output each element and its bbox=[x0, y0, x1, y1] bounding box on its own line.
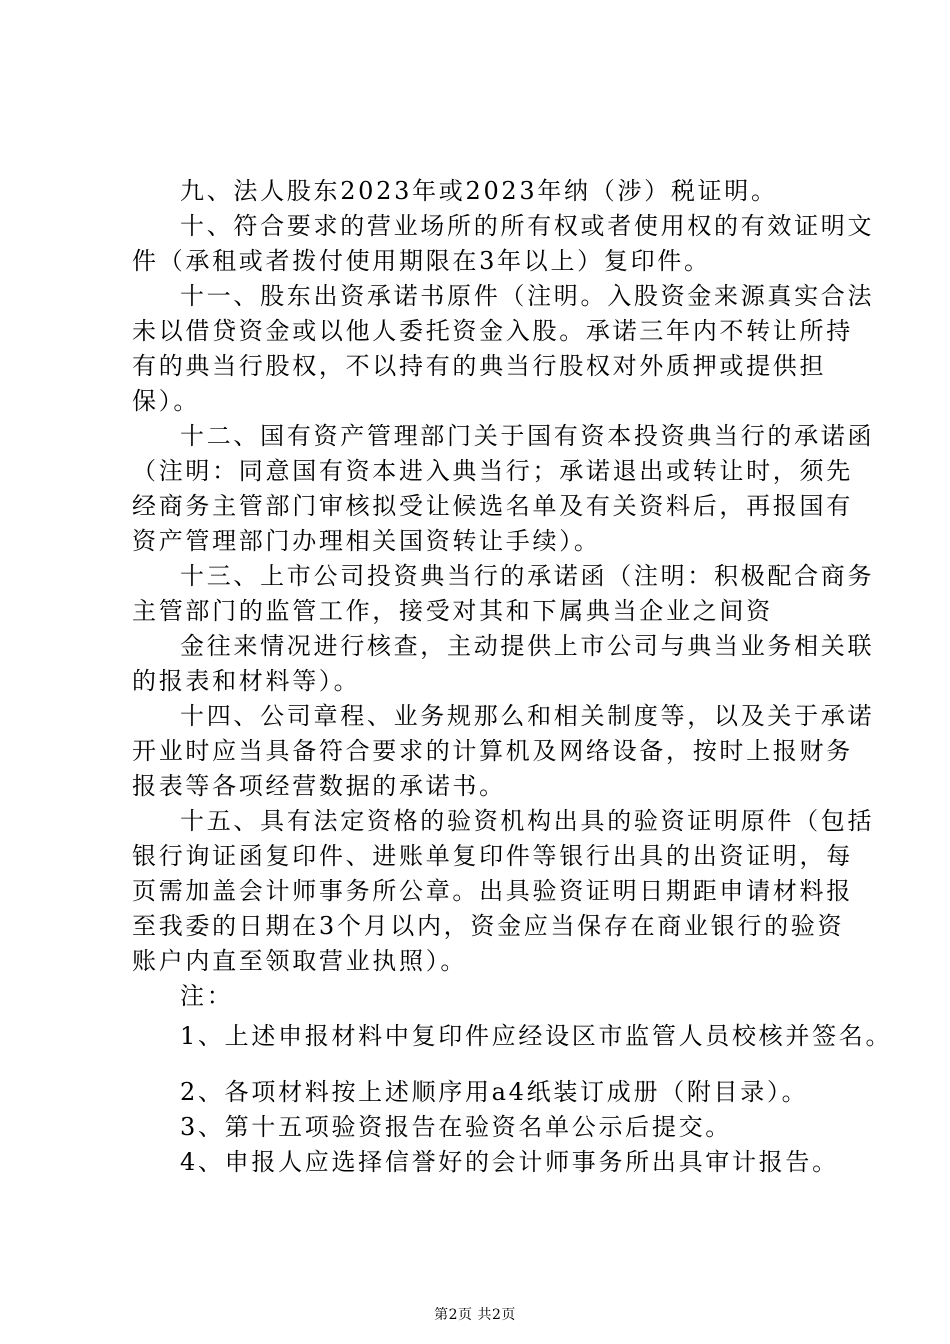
text-line-9: （注明：同意国有资本进入典当行；承诺退出或转让时，须先 bbox=[132, 457, 853, 485]
text-line-2: 十、符合要求的营业场所的所有权或者使用权的有效证明文 bbox=[180, 212, 875, 240]
text-line-19: 十五、具有法定资格的验资机构出具的验资证明原件（包括 bbox=[180, 807, 875, 835]
text-line-14: 金往来情况进行核查，主动提供上市公司与典当业务相关联 bbox=[180, 632, 875, 660]
text-line-11: 资产管理部门办理相关国资转让手续）。 bbox=[132, 527, 601, 555]
text-line-12: 十三、上市公司投资典当行的承诺函（注明：积极配合商务 bbox=[180, 562, 875, 590]
text-line-8: 十二、国有资产管理部门关于国有资本投资典当行的承诺函 bbox=[180, 422, 875, 450]
note-item-4: 4、申报人应选择信誉好的会计师事务所出具审计报告。 bbox=[180, 1148, 839, 1176]
text-line-1: 九、法人股东2023年或2023年纳（涉）税证明。 bbox=[180, 177, 778, 205]
text-line-13: 主管部门的监管工作，接受对其和下属典当企业之间资 bbox=[132, 597, 773, 625]
text-line-23: 账户内直至领取营业执照）。 bbox=[132, 947, 468, 975]
text-line-7: 保）。 bbox=[132, 387, 201, 415]
page-footer: 第2页 共2页 bbox=[434, 1307, 516, 1323]
text-line-6: 有的典当行股权，不以持有的典当行股权对外质押或提供担 bbox=[132, 352, 827, 380]
note-item-3: 3、第十五项验资报告在验资名单公示后提交。 bbox=[180, 1113, 732, 1141]
text-line-5: 未以借贷资金或以他人委托资金入股。承诺三年内不转让所持 bbox=[132, 317, 853, 345]
text-line-22: 至我委的日期在3个月以内，资金应当保存在商业银行的验资 bbox=[132, 912, 845, 940]
text-line-18: 报表等各项经营数据的承诺书。 bbox=[132, 772, 506, 800]
note-heading: 注： bbox=[180, 982, 234, 1010]
text-line-4: 十一、股东出资承诺书原件（注明。入股资金来源真实合法 bbox=[180, 282, 875, 310]
text-line-17: 开业时应当具备符合要求的计算机及网络设备，按时上报财务 bbox=[132, 737, 853, 765]
note-item-2: 2、各项材料按上述顺序用a4纸装订成册（附目录）。 bbox=[180, 1078, 809, 1106]
text-line-20: 银行询证函复印件、进账单复印件等银行出具的出资证明，每 bbox=[132, 842, 853, 870]
text-line-3: 件（承租或者拨付使用期限在3年以上）复印件。 bbox=[132, 247, 711, 275]
text-line-15: 的报表和材料等）。 bbox=[132, 667, 361, 695]
text-line-10: 经商务主管部门审核拟受让候选名单及有关资料后，再报国有 bbox=[132, 492, 853, 520]
text-line-21: 页需加盖会计师事务所公章。出具验资证明日期距申请材料报 bbox=[132, 877, 853, 905]
text-line-16: 十四、公司章程、业务规那么和相关制度等，以及关于承诺 bbox=[180, 702, 875, 730]
note-item-1: 1、上述申报材料中复印件应经设区市监管人员校核并签名。 bbox=[180, 1022, 893, 1050]
